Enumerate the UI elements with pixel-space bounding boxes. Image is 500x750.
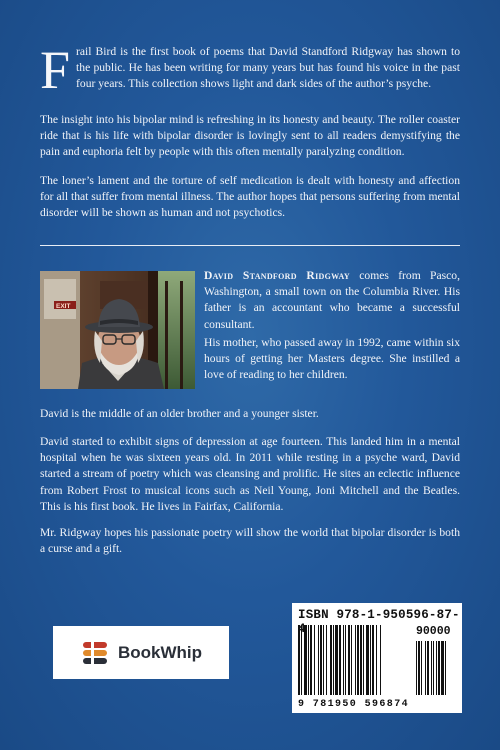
bookwhip-logo-icon	[80, 638, 110, 668]
insight-paragraph: The insight into his bipolar mind is refreshing in its honesty and beauty. The roller coaster ride that is his life with bipolar disorder is lovingly sent to all readers demystifying the pain and euphoria felt by people with this often mentally paralyzing condition.	[40, 113, 460, 159]
depression-paragraph: David started to exhibit signs of depression at age fourteen. This landed him in a mental hospital when he was sixteen years old. In 2011 while resting in a psyche ward, David started a stream of poetry which was cleansing and prolific. He sites an eclectic influence from Robert Frost to musical icons such as Neil Young, Joni Mitchell and the Beatles. This is his first book. He lives in Fairfax, California.	[40, 435, 460, 513]
drop-cap: F	[40, 40, 71, 100]
publisher-name: BookWhip	[117, 642, 203, 662]
price-code: 90000	[416, 625, 451, 638]
intro-text: rail Bird is the first book of poems that David Standford Ridgway has shown to the public. He has been writing for many years but has found his voice in the past four years. This collection shows light and dark sides of the author’s psyche.	[76, 45, 460, 91]
hopes-paragraph: Mr. Ridgway hopes his passionate poetry will show the world that bipolar disorder is both a curse and a gift.	[40, 526, 460, 556]
author-photo-image	[40, 271, 195, 389]
publisher-logo	[53, 626, 229, 679]
barcode-bars	[292, 603, 462, 713]
bio-origin-text: comes from Pasco, Washington, a small town on the Columbia River. His father is an accountant who became a successful consultant.	[204, 269, 460, 331]
bio-mother-paragraph: His mother, who passed away in 1992, came within six hours of getting her Masters degree. She instilled a love of reading to her children.	[204, 336, 460, 382]
section-divider	[40, 245, 460, 246]
intro-paragraph	[40, 40, 460, 100]
author-name: David Standford Ridgway	[204, 269, 350, 282]
author-photo	[40, 271, 195, 389]
bio-origin-paragraph	[204, 268, 460, 333]
isbn-barcode	[292, 603, 462, 713]
exit-sign-text: EXIT	[56, 303, 71, 310]
isbn-text: ISBN 978-1-950596-87-4	[298, 608, 460, 636]
sibling-paragraph: David is the middle of an older brother and a younger sister.	[40, 407, 319, 420]
lament-paragraph: The loner’s lament and the torture of self medication is dealt with honesty and affection for all that suffer from mental illness. The author hopes that persons suffering from mental disorder will be shown as human and not psychotics.	[40, 174, 460, 220]
barcode-digits: 9 781950 596874	[298, 699, 410, 710]
